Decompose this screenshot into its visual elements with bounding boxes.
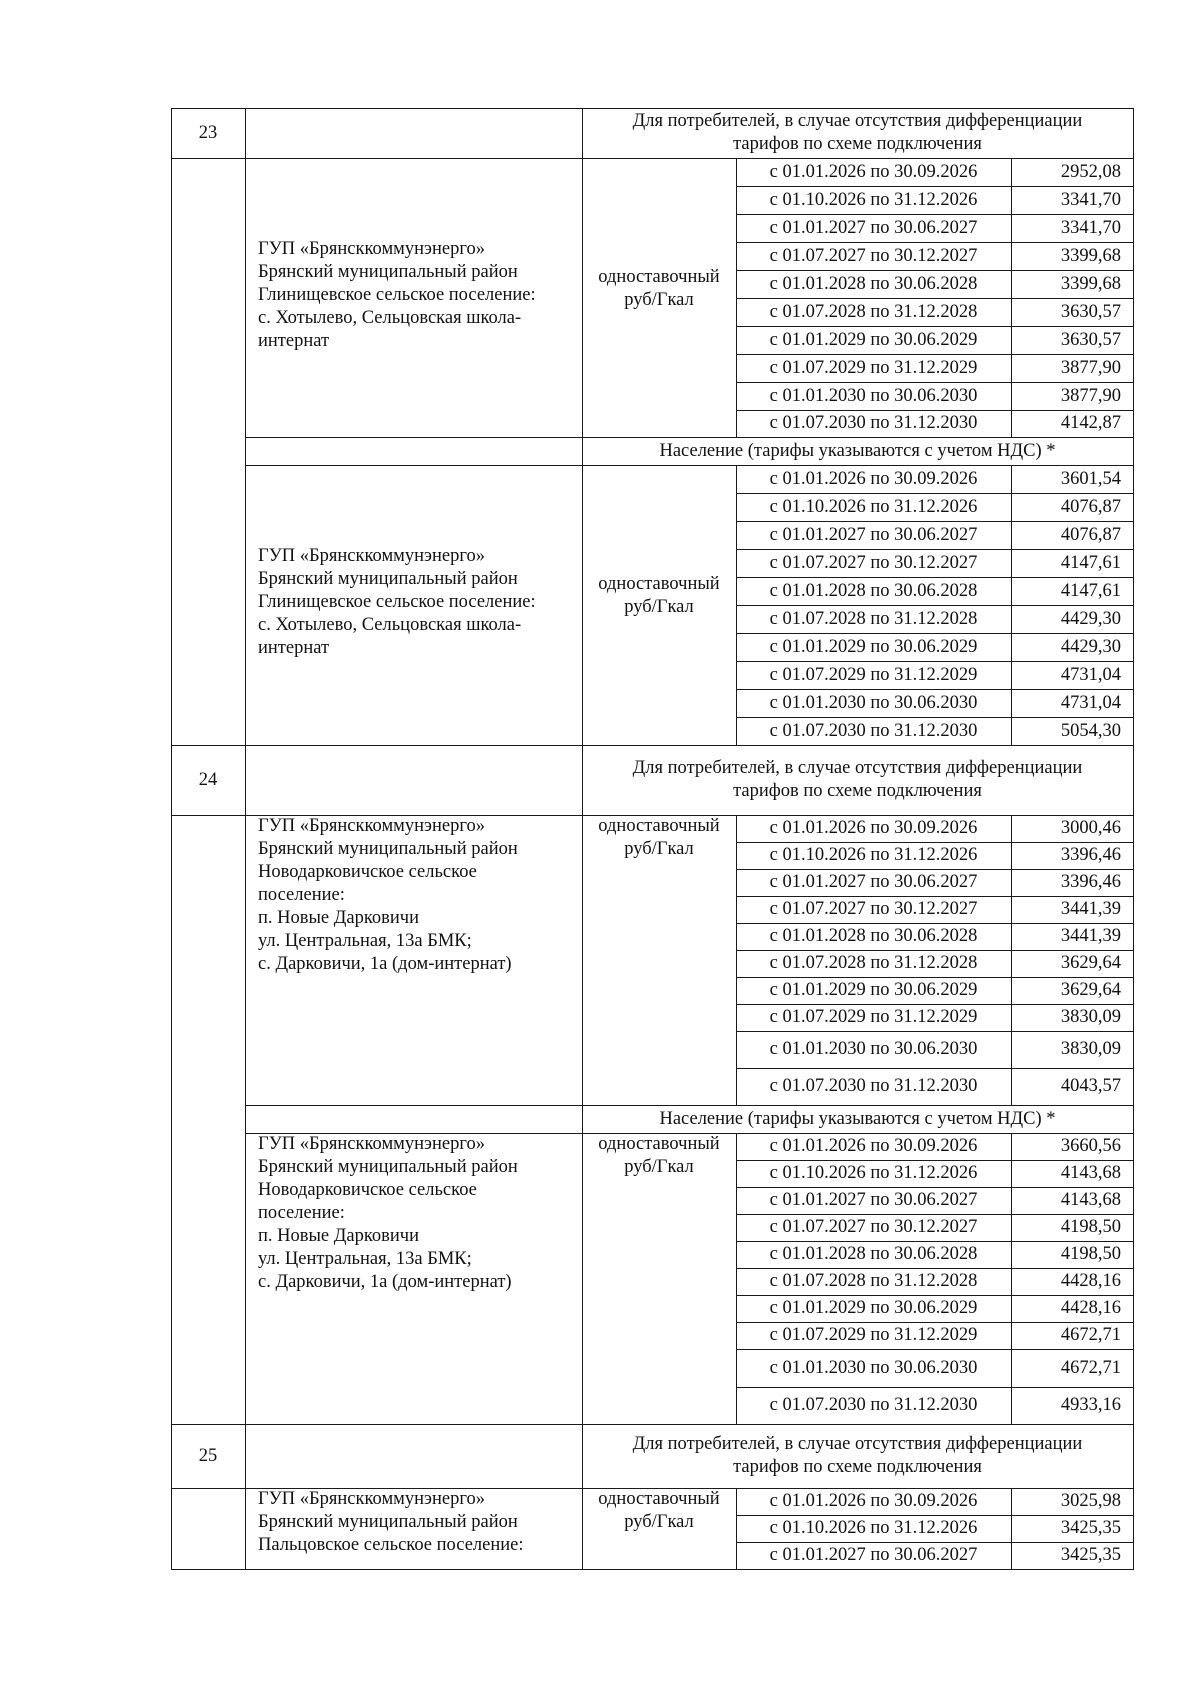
tariff-value: 3660,56 (1060, 1136, 1121, 1156)
table-rule (736, 1322, 1133, 1323)
tariff-period: с 01.01.2027 по 30.06.2027 (769, 1190, 978, 1210)
tariff-period: с 01.07.2030 по 31.12.2030 (769, 720, 978, 741)
tariff-period: с 01.07.2027 по 30.12.2027 (769, 1217, 978, 1237)
org-description-line: поселение: (258, 1203, 345, 1223)
table-rule (245, 1105, 1133, 1106)
tariff-value: 3877,90 (1060, 385, 1121, 406)
group-header: Для потребителей, в случае отсутствия дифференциации тарифов по схеме подключения (632, 758, 1083, 801)
tariff-value: 4198,50 (1060, 1217, 1121, 1237)
table-rule (171, 1569, 1134, 1570)
org-description-line: ГУП «Брянсккоммунэнерго» (258, 546, 485, 566)
tariff-value: 3830,09 (1060, 1039, 1121, 1059)
table-rule (736, 298, 1133, 299)
table-rule (736, 577, 1133, 578)
org-description-line: Новодарковичское сельское (258, 862, 477, 882)
tariff-period: с 01.07.2029 по 31.12.2029 (769, 1325, 978, 1345)
table-rule (736, 923, 1133, 924)
tariff-value: 3877,90 (1060, 357, 1121, 378)
tariff-value: 4933,16 (1060, 1395, 1121, 1415)
table-rule (245, 437, 1133, 438)
table-rule (736, 382, 1133, 383)
table-rule (736, 521, 1133, 522)
org-description-line: Брянский муниципальный район (258, 569, 518, 589)
tariff-value: 4429,30 (1060, 636, 1121, 657)
tariff-value: 3425,35 (1060, 1518, 1121, 1538)
table-rule (736, 242, 1133, 243)
table-rule (736, 1542, 1133, 1543)
tariff-value: 4672,71 (1060, 1357, 1121, 1378)
table-rule (736, 1187, 1133, 1188)
table-rule (245, 1424, 246, 1569)
tariff-period: с 01.01.2027 по 30.06.2027 (769, 217, 978, 238)
tariff-period: с 01.01.2029 по 30.06.2029 (769, 980, 978, 1000)
tariff-period: с 01.07.2028 по 31.12.2028 (769, 1271, 978, 1291)
table-rule (736, 633, 1133, 634)
tariff-value: 3399,68 (1060, 273, 1121, 294)
tariff-period: с 01.01.2026 по 30.09.2026 (769, 1136, 978, 1156)
tariff-type: руб/Гкал (624, 1157, 694, 1177)
org-description-line: п. Новые Дарковичи (258, 1226, 419, 1246)
org-description-line: ГУП «Брянсккоммунэнерго» (258, 1489, 485, 1509)
table-rule (245, 108, 246, 437)
tariff-period: с 01.01.2026 по 30.09.2026 (769, 468, 978, 489)
tariff-value: 4143,68 (1060, 1190, 1121, 1210)
table-rule (736, 493, 1133, 494)
tariff-period: с 01.10.2026 по 31.12.2026 (769, 1518, 978, 1538)
tariff-value: 3630,57 (1060, 301, 1121, 322)
tariff-period: с 01.07.2029 по 31.12.2029 (769, 664, 978, 685)
table-rule (736, 410, 1133, 411)
table-rule (736, 270, 1133, 271)
tariff-period: с 01.01.2028 по 30.06.2028 (769, 926, 978, 946)
table-rule (171, 1488, 245, 1489)
tariff-period: с 01.01.2026 по 30.09.2026 (769, 161, 978, 182)
org-description-line: интернат (258, 331, 330, 351)
tariff-value: 4731,04 (1060, 664, 1121, 685)
tariff-value: 3425,35 (1060, 1545, 1121, 1565)
table-rule (736, 186, 1133, 187)
tariff-type: одноставочный (598, 1489, 720, 1509)
tariff-type: руб/Гкал (624, 597, 694, 617)
org-description-line: с. Хотылево, Сельцовская школа- (258, 308, 522, 328)
table-rule (245, 1105, 246, 1424)
tariff-type: одноставочный (598, 816, 720, 836)
org-description-line: ГУП «Брянсккоммунэнерго» (258, 239, 485, 259)
table-rule (736, 549, 1133, 550)
table-rule (245, 108, 1133, 109)
tariff-period: с 01.01.2029 по 30.06.2029 (769, 636, 978, 657)
org-description-line: поселение: (258, 885, 345, 905)
table-rule (736, 977, 1133, 978)
tariff-value: 3630,57 (1060, 329, 1121, 350)
table-rule (736, 1160, 1133, 1161)
tariff-type: руб/Гкал (624, 1512, 694, 1532)
org-description-line: ул. Центральная, 13а БМК; (258, 931, 472, 951)
table-rule (245, 1424, 1133, 1425)
org-description-line: Пальцовское сельское поселение: (258, 1535, 524, 1555)
table-rule (736, 661, 1133, 662)
tariff-period: с 01.07.2028 по 31.12.2028 (769, 953, 978, 973)
tariff-period: с 01.07.2030 по 31.12.2030 (769, 413, 978, 433)
tariff-value: 4076,87 (1060, 496, 1121, 517)
tariff-period: с 01.10.2026 по 31.12.2026 (769, 845, 978, 865)
tariff-period: с 01.01.2026 по 30.09.2026 (769, 1491, 978, 1511)
group-header: Население (тарифы указываются с учетом НДС) * (659, 440, 1056, 461)
table-rule (736, 1349, 1133, 1350)
tariff-period: с 01.01.2026 по 30.09.2026 (769, 818, 978, 838)
tariff-period: с 01.01.2028 по 30.06.2028 (769, 273, 978, 294)
table-rule (736, 950, 1133, 951)
tariff-period: с 01.07.2029 по 31.12.2029 (769, 357, 978, 378)
org-description-line: ул. Центральная, 13а БМК; (258, 1249, 472, 1269)
table-rule (245, 437, 246, 745)
tariff-value: 4428,16 (1060, 1271, 1121, 1291)
tariff-period: с 01.07.2027 по 30.12.2027 (769, 552, 978, 573)
tariff-period: с 01.07.2029 по 31.12.2029 (769, 1007, 978, 1027)
tariff-period: с 01.01.2029 по 30.06.2029 (769, 329, 978, 350)
table-rule (245, 745, 1133, 746)
tariff-value: 4672,71 (1060, 1325, 1121, 1345)
tariff-period: с 01.01.2030 по 30.06.2030 (769, 1039, 978, 1059)
tariff-value: 3629,64 (1060, 953, 1121, 973)
tariff-value: 4142,87 (1060, 413, 1121, 433)
tariff-period: с 01.01.2027 по 30.06.2027 (769, 524, 978, 545)
tariff-value: 4143,68 (1060, 1163, 1121, 1183)
org-description-line: Брянский муниципальный район (258, 1512, 518, 1532)
table-rule (736, 717, 1133, 718)
table-rule (736, 1295, 1133, 1296)
tariff-value: 3396,46 (1060, 845, 1121, 865)
table-rule (245, 465, 1133, 466)
group-header: Для потребителей, в случае отсутствия дифференциации тарифов по схеме подключения (632, 111, 1083, 154)
table-rule (736, 326, 1133, 327)
table-rule (171, 158, 245, 159)
org-description-line: с. Дарковичи, 1а (дом-интернат) (258, 1272, 512, 1292)
tariff-value: 3399,68 (1060, 245, 1121, 266)
tariff-type: руб/Гкал (624, 839, 694, 859)
table-rule (736, 1068, 1133, 1069)
tariff-value: 3441,39 (1060, 899, 1121, 919)
tariff-period: с 01.10.2026 по 31.12.2026 (769, 1163, 978, 1183)
tariff-value: 4198,50 (1060, 1244, 1121, 1264)
tariff-value: 4428,16 (1060, 1298, 1121, 1318)
table-rule (736, 1268, 1133, 1269)
tariff-period: с 01.01.2028 по 30.06.2028 (769, 580, 978, 601)
group-header: Население (тарифы указываются с учетом НДС) * (659, 1108, 1056, 1129)
tariff-period: с 01.07.2027 по 30.12.2027 (769, 245, 978, 266)
tariff-value: 4147,61 (1060, 580, 1121, 601)
tariff-value: 4429,30 (1060, 608, 1121, 629)
tariff-period: с 01.01.2030 по 30.06.2030 (769, 385, 978, 406)
table-rule (1133, 108, 1134, 1570)
table-rule (582, 745, 583, 1105)
org-description-line: п. Новые Дарковичи (258, 908, 419, 928)
tariff-period: с 01.01.2030 по 30.06.2030 (769, 1357, 978, 1378)
table-rule (736, 1241, 1133, 1242)
tariff-value: 4731,04 (1060, 692, 1121, 713)
tariff-period: с 01.07.2028 по 31.12.2028 (769, 301, 978, 322)
tariff-value: 3830,09 (1060, 1007, 1121, 1027)
org-description-line: интернат (258, 638, 330, 658)
org-description-line: с. Дарковичи, 1а (дом-интернат) (258, 954, 512, 974)
section-number: 25 (198, 1445, 218, 1466)
table-rule (736, 1004, 1133, 1005)
tariff-period: с 01.07.2030 по 31.12.2030 (769, 1076, 978, 1096)
tariff-period: с 01.10.2026 по 31.12.2026 (769, 496, 978, 517)
table-rule (736, 896, 1133, 897)
tariff-period: с 01.01.2028 по 30.06.2028 (769, 1244, 978, 1264)
tariff-period: с 01.07.2028 по 31.12.2028 (769, 608, 978, 629)
tariff-value: 3601,54 (1060, 468, 1121, 489)
table-rule (245, 158, 1133, 159)
table-rule (245, 745, 246, 1105)
tariff-value: 3025,98 (1060, 1491, 1121, 1511)
group-header: Для потребителей, в случае отсутствия дифференциации тарифов по схеме подключения (632, 1434, 1083, 1477)
org-description-line: Глинищевское сельское поселение: (258, 592, 536, 612)
tariff-value: 3396,46 (1060, 872, 1121, 892)
tariff-period: с 01.01.2027 по 30.06.2027 (769, 872, 978, 892)
tariff-period: с 01.10.2026 по 31.12.2026 (769, 189, 978, 210)
tariff-type: одноставочный (598, 267, 720, 287)
table-rule (736, 1214, 1133, 1215)
tariff-value: 4147,61 (1060, 552, 1121, 573)
table-rule (736, 605, 1133, 606)
table-rule (171, 815, 245, 816)
table-rule (736, 1515, 1133, 1516)
tariff-value: 3341,70 (1060, 189, 1121, 210)
org-description-line: Брянский муниципальный район (258, 1157, 518, 1177)
tariff-period: с 01.07.2027 по 30.12.2027 (769, 899, 978, 919)
table-rule (736, 689, 1133, 690)
table-rule (736, 1031, 1133, 1032)
table-rule (171, 108, 172, 1570)
tariff-period: с 01.01.2030 по 30.06.2030 (769, 692, 978, 713)
tariff-value: 3341,70 (1060, 217, 1121, 238)
org-description-line: ГУП «Брянсккоммунэнерго» (258, 816, 485, 836)
table-rule (736, 869, 1133, 870)
tariff-value: 3629,64 (1060, 980, 1121, 1000)
tariff-type: одноставочный (598, 574, 720, 594)
table-rule (736, 842, 1133, 843)
tariff-value: 4076,87 (1060, 524, 1121, 545)
org-description-line: Брянский муниципальный район (258, 262, 518, 282)
org-description-line: с. Хотылево, Сельцовская школа- (258, 615, 522, 635)
org-description-line: Брянский муниципальный район (258, 839, 518, 859)
section-number: 24 (198, 769, 218, 790)
table-rule (736, 354, 1133, 355)
section-number: 23 (198, 122, 218, 143)
table-rule (736, 1387, 1133, 1388)
tariff-value: 2952,08 (1060, 161, 1121, 182)
tariff-value: 3000,46 (1060, 818, 1121, 838)
tariff-value: 4043,57 (1060, 1076, 1121, 1096)
tariff-value: 3441,39 (1060, 926, 1121, 946)
tariff-value: 5054,30 (1060, 720, 1121, 741)
tariff-type: одноставочный (598, 1134, 720, 1154)
table-rule (736, 214, 1133, 215)
org-description-line: Глинищевское сельское поселение: (258, 285, 536, 305)
org-description-line: Новодарковичское сельское (258, 1180, 477, 1200)
tariff-period: с 01.01.2027 по 30.06.2027 (769, 1545, 978, 1565)
tariff-type: руб/Гкал (624, 290, 694, 310)
tariff-period: с 01.07.2030 по 31.12.2030 (769, 1395, 978, 1415)
org-description-line: ГУП «Брянсккоммунэнерго» (258, 1134, 485, 1154)
tariff-period: с 01.01.2029 по 30.06.2029 (769, 1298, 978, 1318)
